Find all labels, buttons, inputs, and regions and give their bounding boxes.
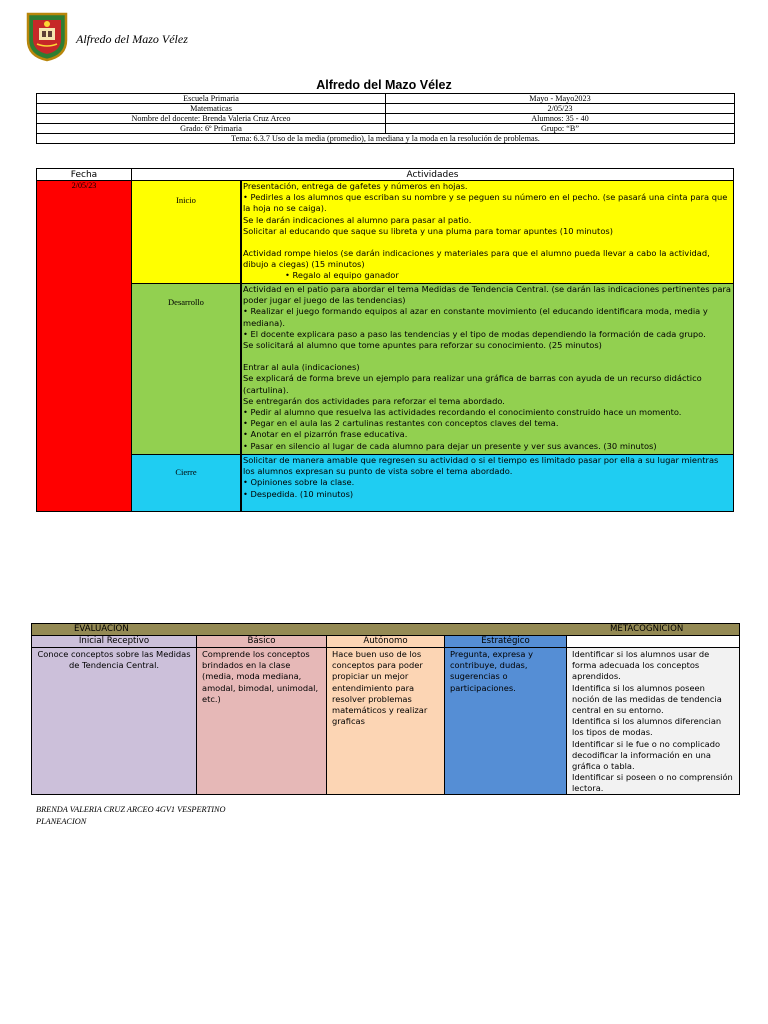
activity-line: Solicitar de manera amable que regresen su actividad o si el tiempo es limitado pasar por ella a su lugar mientras los alumnos expresan su punto de vista sobre el tema abordado. — [243, 455, 719, 477]
evaluation-title: EVALUACION — [74, 624, 129, 634]
level-header-basico: Básico — [196, 635, 327, 648]
activity-line: • Anotar en el pizarrón frase educativa. — [243, 429, 408, 440]
activity-line: • Regalo al equipo ganador — [285, 270, 399, 281]
level-header-autonomo: Autónomo — [326, 635, 445, 648]
fecha-cell — [36, 180, 132, 512]
activity-line — [243, 351, 732, 362]
info-row — [37, 134, 735, 144]
fecha-header: Fecha — [36, 168, 132, 181]
activity-line: • El docente explicara paso a paso las tendencias y el tipo de modas dependiendo la formación de cada grupo. — [243, 328, 706, 339]
footer-author: BRENDA VALERIA CRUZ ARCEO 4GV1 VESPERTINO — [36, 805, 226, 814]
activity-line: Presentación, entrega de gafetes y números en hojas. — [243, 181, 468, 191]
level-header-inicial: Inicial Receptivo — [31, 635, 197, 648]
info-cell: Nombre del docente: Brenda Valeria Cruz Arceo — [37, 114, 386, 124]
tema-cell: Tema: 6.3.7 Uso de la media (promedio), la mediana y la moda en la resolución de problemas. — [37, 134, 735, 144]
meta-line: Identificar si poseen o no comprensión lectora. — [572, 772, 733, 794]
fecha-value: 2/05/23 — [71, 181, 97, 190]
metacognicion-list — [566, 647, 740, 795]
activity-line: • Despedida. (10 minutos) — [243, 488, 354, 499]
activity-line: Actividad en el patio para abordar el tema Medidas de Tendencia Central. (se darán las indicaciones pertinentes para poder jugar el juego de las tendencias) — [243, 284, 732, 306]
info-table — [36, 93, 735, 144]
level-header-estrategico: Estratégico — [444, 635, 567, 648]
level-text-basico: Comprende los conceptos brindados en la clase (media, moda mediana, amodal, bimodal, unimodal, etc.) — [196, 647, 327, 795]
level-text-autonomo: Hace buen uso de los conceptos para poder propiciar un mejor entendimiento para resolver problemas matemáticos y realizar graficas — [326, 647, 445, 795]
stage-name: Cierre — [175, 467, 197, 477]
activity-line: • Pegar en el aula las 2 cartulinas restantes con conceptos claves del tema. — [243, 418, 559, 429]
info-row — [37, 104, 735, 114]
info-cell: Matematicas — [37, 104, 386, 114]
activity-line: Entrar al aula (indicaciones) — [243, 362, 360, 373]
activities-table — [36, 168, 734, 512]
evaluation-table — [31, 623, 740, 795]
level-text-estrategico: Pregunta, expresa y contribuye, dudas, sugerencias o participaciones. — [444, 647, 567, 795]
stage-label-inicio — [131, 180, 241, 284]
footer-signature — [36, 804, 226, 827]
activity-line: Actividad rompe hielos (se darán indicaciones y materiales para que el alumno pueda llevar a cabo la actividad, dibujo a ciegas) (15 minutos) — [243, 248, 710, 270]
info-cell: 2/05/23 — [386, 104, 735, 114]
activity-line: • Opiniones sobre la clase. — [243, 477, 355, 488]
activity-line — [243, 237, 732, 248]
stage-text-cierre — [240, 454, 734, 512]
logo-emblem — [24, 10, 70, 62]
info-cell: Grado: 6º Primaria — [37, 124, 386, 134]
stage-text-desarrollo — [240, 283, 734, 455]
footer-label: PLANEACION — [36, 816, 87, 826]
info-cell: Escuela Primaria — [37, 94, 386, 104]
activity-line: Se explicará de forma breve un ejemplo para realizar una gráfica de barras con ayuda de un recurso didáctico (cartulina). — [243, 373, 702, 395]
activity-line: • Realizar el juego formando equipos al azar en constante movimiento (el educando identificara moda, media y mediana). — [243, 306, 708, 328]
meta-line: Identificar si los alumnos usar de forma adecuada los conceptos aprendidos. — [572, 649, 710, 682]
activity-line: • Pasar en silencio al lugar de cada alumno para dejar un presente y ver sus avances. (30 minutos) — [243, 440, 657, 451]
activity-line: Solicitar al educando que saque su libreta y una pluma para tomar apuntes (10 minutos) — [243, 225, 613, 236]
stage-text-inicio — [240, 180, 734, 284]
stage-name: Inicio — [176, 195, 196, 205]
brand-name: Alfredo del Mazo Vélez — [76, 32, 188, 46]
info-row — [37, 124, 735, 134]
stage-label-cierre — [131, 454, 241, 512]
meta-line: Identifica si los alumnos diferencian los tipos de modas. — [572, 716, 722, 738]
activity-line: • Pedirles a los alumnos que escriban su nombre y se peguen su número en el pecho. (se pasará una cinta para que la hoja no se caiga). — [243, 192, 728, 214]
info-row — [37, 114, 735, 124]
activity-line: Se entregarán dos actividades para reforzar el tema abordado. — [243, 395, 505, 406]
stage-name: Desarrollo — [168, 297, 204, 307]
info-row — [37, 94, 735, 104]
activity-line: Se le darán indicaciones al alumno para pasar al patio. — [243, 214, 472, 225]
actividades-header: Actividades — [131, 168, 734, 181]
info-cell: Alumnos: 35 - 40 — [386, 114, 735, 124]
document-title: Alfredo del Mazo Vélez — [316, 78, 452, 92]
level-text-inicial: Conoce conceptos sobre las Medidas de Tendencia Central. — [31, 647, 197, 795]
meta-line: Identificar si le fue o no complicado decodificar la información en una gráfica o tabla. — [572, 738, 721, 772]
info-cell: Mayo - Mayo2023 — [386, 94, 735, 104]
meta-line: Identifica si los alumnos poseen noción de las medidas de tendencia central en su entorno. — [572, 682, 722, 716]
activity-line: • Pedir al alumno que resuelva las actividades recordando el conocimiento construido hace un momento. — [243, 407, 682, 418]
metacognicion-title: METACOGNICION — [610, 624, 684, 634]
stage-label-desarrollo — [131, 283, 241, 455]
activity-line: Se solicitará al alumno que tome apuntes para reforzar su conocimiento. (25 minutos) — [243, 340, 602, 351]
info-cell: Grupo: “B” — [386, 124, 735, 134]
